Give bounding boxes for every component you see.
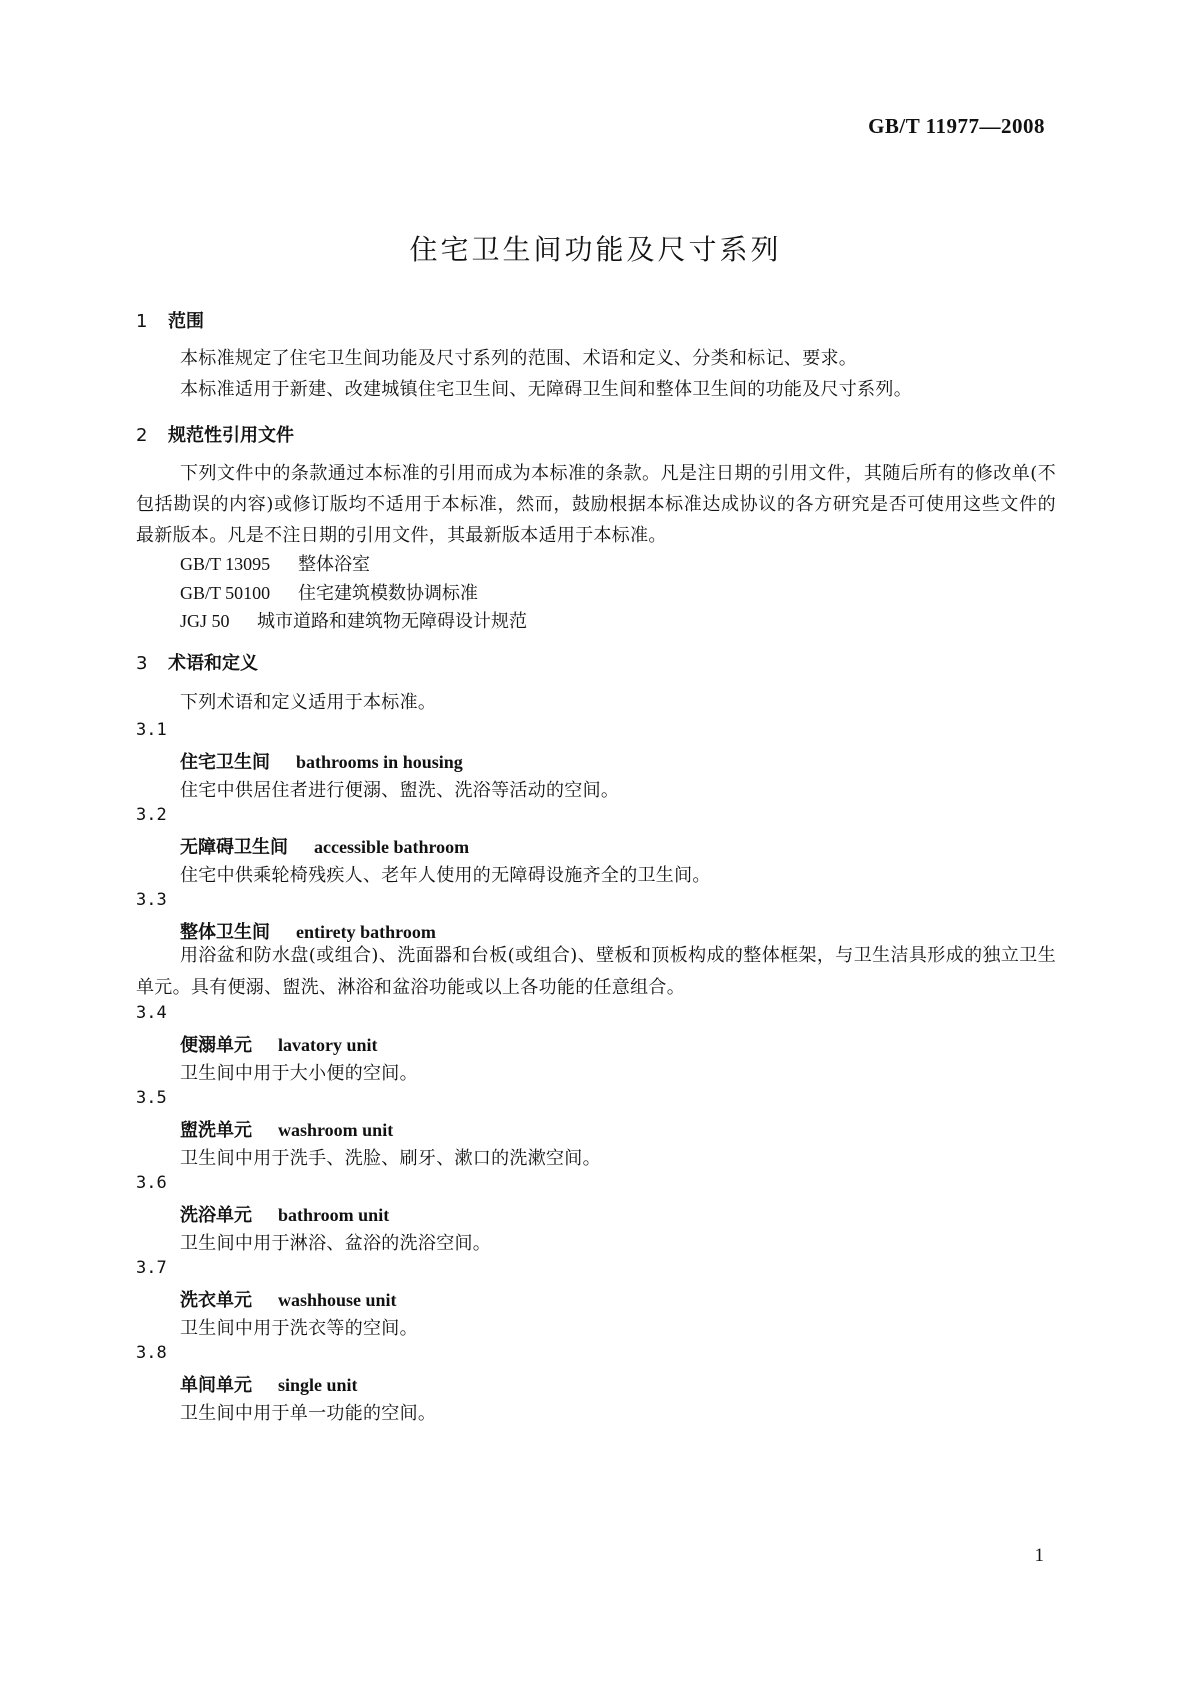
paragraph: 下列术语和定义适用于本标准。 [180,692,437,713]
section-number: 3 [136,653,148,674]
clause-number: 3.3 [136,890,167,910]
term-en: bathroom unit [278,1205,390,1225]
clause-number: 3.1 [136,720,167,740]
paragraph: 本标准适用于新建、改建城镇住宅卫生间、无障碍卫生间和整体卫生间的功能及尺寸系列。 [180,379,912,400]
reference-item [180,579,478,605]
clause-number: 3.4 [136,1003,167,1023]
section-number: 1 [136,311,148,332]
section-title: 规范性引用文件 [168,425,294,446]
term-zh: 无障碍卫生间 [180,837,288,858]
document-title: 住宅卫生间功能及尺寸系列 [409,233,782,266]
term-zh: 盥洗单元 [180,1120,252,1141]
page-number: 1 [1034,1545,1044,1566]
paragraph: 本标准规定了住宅卫生间功能及尺寸系列的范围、术语和定义、分类和标记、要求。 [180,348,858,369]
clause-number: 3.5 [136,1088,167,1108]
term-zh: 便溺单元 [180,1035,252,1056]
standard-number: GB/T 11977—2008 [868,114,1045,138]
term-zh: 住宅卫生间 [180,752,270,773]
reference-item [180,550,370,576]
term-definition: 卫生间中用于淋浴、盆浴的洗浴空间。 [180,1233,492,1254]
term-definition: 卫生间中用于单一功能的空间。 [180,1403,437,1424]
term-zh: 洗浴单元 [180,1205,252,1226]
section-2-heading [136,421,294,447]
term-en: washroom unit [278,1120,394,1140]
term-en: bathrooms in housing [296,752,463,772]
term-zh: 单间单元 [180,1375,252,1396]
term-zh: 洗衣单元 [180,1290,252,1311]
term-heading [180,1371,358,1397]
section-3-heading [136,649,258,675]
term-definition: 住宅中供居住者进行便溺、盥洗、洗浴等活动的空间。 [180,780,620,801]
clause-number: 3.2 [136,805,167,825]
clause-number: 3.7 [136,1258,167,1278]
reference-code: JGJ 50 [180,611,230,631]
reference-title: 住宅建筑模数协调标准 [298,583,478,604]
term-definition: 卫生间中用于洗手、洗脸、刷牙、漱口的洗漱空间。 [180,1148,601,1169]
term-definition: 卫生间中用于大小便的空间。 [180,1063,418,1084]
term-en: washhouse unit [278,1290,397,1310]
term-definition: 住宅中供乘轮椅残疾人、老年人使用的无障碍设施齐全的卫生间。 [180,865,711,886]
term-en: single unit [278,1375,358,1395]
term-heading [180,1201,389,1227]
term-definition: 卫生间中用于洗衣等的空间。 [180,1318,418,1339]
reference-code: GB/T 50100 [180,583,271,603]
term-heading [180,1286,397,1312]
reference-title: 城市道路和建筑物无障碍设计规范 [257,611,527,632]
reference-item [180,607,527,633]
term-heading [180,1116,393,1142]
paragraph: 下列文件中的条款通过本标准的引用而成为本标准的条款。凡是注日期的引用文件，其随后所有的修改单(不包括勘误的内容)或修订版均不适用于本标准，然而，鼓励根据本标准达成协议的各方研究是否可使用这些文件的最新版本。凡是不注日期的引用文件，其最新版本适用于本标准。 [136,463,1056,546]
term-definition: 用浴盆和防水盘(或组合)、洗面器和台板(或组合)、壁板和顶板构成的整体框架，与卫生洁具形成的独立卫生单元。具有便溺、盥洗、淋浴和盆浴功能或以上各功能的任意组合。 [136,945,1056,998]
term-heading [180,1031,378,1057]
term-heading [180,833,469,859]
section-title: 术语和定义 [168,653,258,674]
section-number: 2 [136,425,148,446]
term-zh: 整体卫生间 [180,922,270,943]
section-1-heading [136,307,204,333]
reference-code: GB/T 13095 [180,554,271,574]
section-title: 范围 [168,311,204,332]
clause-number: 3.6 [136,1173,167,1193]
term-heading [180,748,463,774]
clause-number: 3.8 [136,1343,167,1363]
term-en: lavatory unit [278,1035,378,1055]
term-en: entirety bathroom [296,922,436,942]
reference-title: 整体浴室 [298,554,370,575]
term-en: accessible bathroom [314,837,470,857]
